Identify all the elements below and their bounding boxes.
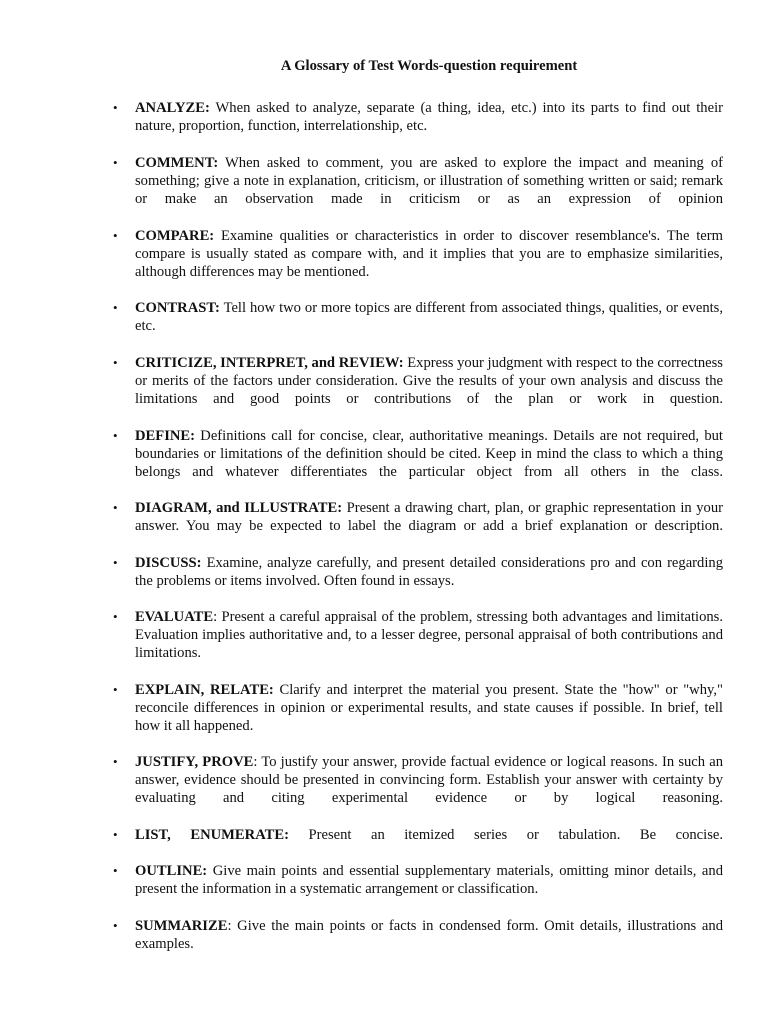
- bullet-icon: •: [113, 863, 118, 878]
- glossary-definition: When asked to analyze, separate (a thing, idea, etc.) into its parts to find out their nature, proportion, function, interrelationship, etc.: [135, 100, 723, 134]
- glossary-term: EXPLAIN, RELATE:: [135, 682, 274, 698]
- glossary-definition: : Present a careful appraisal of the problem, stressing both advantages and limitations. Evaluation implies authoritative and, to a lesser degree, personal appraisal of both contributions and limitations.: [135, 609, 723, 661]
- glossary-term: DIAGRAM, and ILLUSTRATE:: [135, 500, 343, 516]
- glossary-definition: Present an itemized series or tabulation. Be concise.: [308, 827, 723, 843]
- glossary-term: CRITICIZE, INTERPRET, and REVIEW:: [135, 355, 404, 371]
- bullet-icon: •: [113, 228, 118, 243]
- bullet-icon: •: [113, 355, 118, 370]
- bullet-icon: •: [113, 428, 118, 443]
- bullet-icon: •: [113, 682, 118, 697]
- glossary-term: EVALUATE: [135, 609, 214, 625]
- document-title: A Glossary of Test Words-question requirement: [280, 58, 578, 74]
- bullet-icon: •: [113, 555, 118, 570]
- glossary-definition: Express your judgment with respect to the correctness or merits of the factors under consideration. Give the results of your own analysis and discuss the limitations and good points or contributions of the plan or work in question.: [135, 355, 723, 407]
- glossary-definition: When asked to comment, you are asked to explore the impact and meaning of something; give a note in explanation, criticism, or illustration of something written or said; remark or make an observation made in criticism or as an expression of opinion: [135, 155, 723, 207]
- bullet-icon: •: [113, 918, 118, 933]
- glossary-definition: : Give the main points or facts in condensed form. Omit details, illustrations and examples.: [135, 918, 723, 952]
- bullet-icon: •: [113, 155, 118, 170]
- glossary-term: DEFINE:: [135, 428, 195, 444]
- glossary-term: CONTRAST:: [135, 300, 220, 316]
- glossary-definition: Tell how two or more topics are different from associated things, qualities, or events, etc.: [135, 300, 723, 334]
- glossary-term: ANALYZE:: [135, 100, 210, 116]
- glossary-definition: Examine qualities or characteristics in order to discover resemblance's. The term compare is usually stated as compare with, and it implies that you are to emphasize similarities, although differences may be mentioned.: [135, 228, 723, 280]
- bullet-icon: •: [113, 754, 118, 769]
- glossary-definition: Give main points and essential supplementary materials, omitting minor details, and present the information in a systematic arrangement or classification.: [135, 863, 723, 897]
- glossary-term: COMMENT:: [135, 155, 219, 171]
- glossary-definition: : To justify your answer, provide factual evidence or logical reasons. In such an answer, evidence should be presented in convincing form. Establish your answer with certainty by evaluating and citing experimental evidence or by logical reasoning.: [135, 754, 724, 806]
- bullet-icon: •: [113, 100, 118, 115]
- glossary-term: DISCUSS:: [135, 555, 202, 571]
- glossary-definition: Examine, analyze carefully, and present detailed considerations pro and con regarding the problems or items involved. Often found in essays.: [135, 555, 723, 589]
- glossary-term: OUTLINE:: [135, 863, 208, 879]
- glossary-term: JUSTIFY, PROVE: [135, 754, 254, 770]
- bullet-icon: •: [113, 827, 118, 842]
- glossary-term: SUMMARIZE: [135, 918, 228, 934]
- glossary-definition: Clarify and interpret the material you present. State the "how" or "why," reconcile differences in opinion or experimental results, and state causes if possible. In brief, tell how it all happened.: [135, 682, 723, 734]
- glossary-term: LIST, ENUMERATE:: [135, 827, 289, 843]
- bullet-icon: •: [113, 300, 118, 315]
- glossary-definition: Definitions call for concise, clear, authoritative meanings. Details are not required, but boundaries or limitations of the definition should be cited. Keep in mind the class to which a thing belongs and whatever differentiates the particular object from all others in the class.: [135, 428, 723, 480]
- glossary-term: COMPARE:: [135, 228, 215, 244]
- glossary-definition: Present a drawing chart, plan, or graphic representation in your answer. You may be expected to label the diagram or add a brief explanation or description.: [135, 500, 723, 534]
- bullet-icon: •: [113, 609, 118, 624]
- bullet-icon: •: [113, 500, 118, 515]
